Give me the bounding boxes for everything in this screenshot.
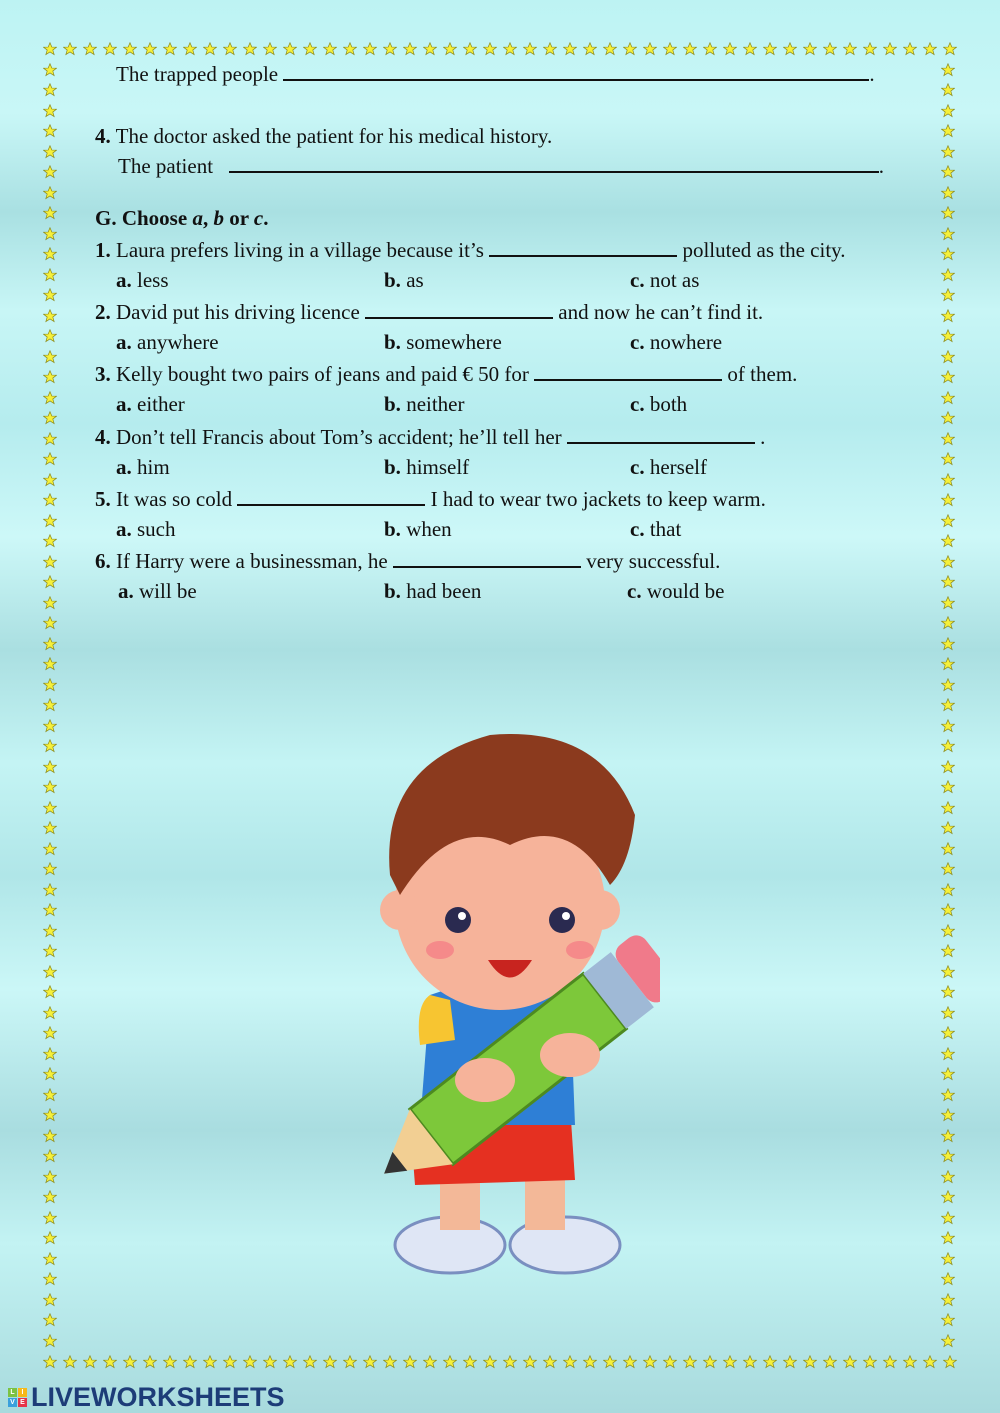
star-icon — [43, 801, 57, 815]
star-icon — [143, 1355, 157, 1369]
star-icon — [583, 1355, 597, 1369]
star-icon — [941, 1129, 955, 1143]
star-icon — [463, 1355, 477, 1369]
star-icon — [941, 83, 955, 97]
option-b[interactable]: b. as — [384, 268, 424, 292]
star-icon — [941, 329, 955, 343]
question-3 — [95, 362, 797, 386]
star-icon — [523, 42, 537, 56]
star-icon — [941, 309, 955, 323]
star-icon — [43, 1026, 57, 1040]
star-icon — [941, 411, 955, 425]
star-icon — [43, 1088, 57, 1102]
question-text-after: polluted as the city. — [682, 238, 846, 262]
star-icon — [43, 411, 57, 425]
star-icon — [43, 657, 57, 671]
star-icon — [43, 944, 57, 958]
star-icon — [123, 42, 137, 56]
question-text: David put his driving licence — [116, 300, 360, 325]
star-icon — [43, 493, 57, 507]
star-icon — [603, 1355, 617, 1369]
star-icon — [43, 42, 57, 56]
star-icon — [903, 42, 917, 56]
star-icon — [323, 42, 337, 56]
star-icon — [941, 596, 955, 610]
star-icon — [163, 42, 177, 56]
answer-blank[interactable] — [393, 552, 581, 568]
star-icon — [941, 903, 955, 917]
question-2 — [95, 300, 763, 324]
star-icon — [941, 452, 955, 466]
star-icon — [383, 42, 397, 56]
star-icon — [43, 247, 57, 261]
star-icon — [43, 739, 57, 753]
star-icon — [763, 42, 777, 56]
question-text-after: . — [760, 424, 766, 449]
star-icon — [43, 124, 57, 138]
star-icon — [941, 678, 955, 692]
star-icon — [423, 42, 437, 56]
question-number: 4. — [95, 424, 111, 449]
question-text: Kelly bought two pairs of jeans and paid € 50 for — [116, 362, 529, 387]
star-icon — [603, 42, 617, 56]
star-icon — [43, 719, 57, 733]
star-icon — [303, 1355, 317, 1369]
star-icon — [941, 370, 955, 384]
star-icon — [943, 42, 957, 56]
star-icon — [941, 206, 955, 220]
star-icon — [583, 42, 597, 56]
option-a[interactable]: a. anywhere — [116, 330, 219, 355]
star-icon — [43, 1006, 57, 1020]
star-icon — [663, 1355, 677, 1369]
star-icon — [103, 1355, 117, 1369]
star-icon — [343, 42, 357, 56]
star-icon — [343, 1355, 357, 1369]
star-icon — [743, 1355, 757, 1369]
question-number: 5. — [95, 486, 111, 511]
star-icon — [423, 1355, 437, 1369]
star-icon — [43, 452, 57, 466]
option-b[interactable]: b. had been — [384, 579, 482, 603]
star-icon — [43, 1047, 57, 1061]
star-icon — [43, 1211, 57, 1225]
star-icon — [941, 1211, 955, 1225]
star-icon — [941, 1088, 955, 1102]
star-icon — [723, 42, 737, 56]
star-icon — [43, 1313, 57, 1327]
star-icon — [243, 1355, 257, 1369]
star-icon — [941, 1231, 955, 1245]
q3-answer-line: The trapped people . — [116, 62, 875, 86]
star-icon — [43, 862, 57, 876]
star-icon — [43, 1067, 57, 1081]
star-icon — [243, 42, 257, 56]
star-icon — [143, 42, 157, 56]
answer-blank[interactable] — [567, 428, 755, 444]
star-icon — [723, 1355, 737, 1369]
star-icon — [663, 42, 677, 56]
question-number: 2. — [95, 300, 111, 325]
star-icon — [483, 1355, 497, 1369]
star-icon — [203, 1355, 217, 1369]
star-icon — [941, 575, 955, 589]
star-icon — [363, 1355, 377, 1369]
q4-prompt: 4. The doctor asked the patient for his medical history. — [95, 124, 553, 148]
star-icon — [43, 268, 57, 282]
star-icon — [163, 1355, 177, 1369]
star-icon — [763, 1355, 777, 1369]
star-icon — [43, 350, 57, 364]
star-icon — [863, 1355, 877, 1369]
star-icon — [941, 1026, 955, 1040]
question-text: Laura prefers living in a village because it’s — [116, 238, 484, 262]
star-icon — [43, 1108, 57, 1122]
star-icon — [643, 42, 657, 56]
star-icon — [43, 555, 57, 569]
star-icon — [941, 1006, 955, 1020]
option-c[interactable]: c. not as — [630, 268, 700, 292]
star-icon — [941, 780, 955, 794]
question-text-after: of them. — [727, 362, 798, 387]
star-icon — [283, 1355, 297, 1369]
liveworksheets-logo: L I V E LIVEWORKSHEETS — [8, 1382, 285, 1413]
star-icon — [43, 842, 57, 856]
answer-blank[interactable] — [283, 65, 869, 81]
star-icon — [941, 739, 955, 753]
option-b[interactable]: b. neither — [384, 392, 465, 417]
star-icon — [941, 1252, 955, 1266]
star-icon — [43, 637, 57, 651]
star-icon — [43, 309, 57, 323]
question-1 — [95, 238, 846, 262]
star-icon — [823, 1355, 837, 1369]
star-icon — [183, 1355, 197, 1369]
star-icon — [43, 1129, 57, 1143]
star-icon — [183, 42, 197, 56]
star-icon — [683, 1355, 697, 1369]
star-icon — [43, 596, 57, 610]
question-5 — [95, 487, 766, 511]
star-icon — [543, 42, 557, 56]
answer-blank[interactable] — [237, 490, 425, 506]
star-icon — [941, 924, 955, 938]
star-icon — [403, 42, 417, 56]
star-icon — [363, 42, 377, 56]
star-icon — [941, 288, 955, 302]
star-icon — [43, 1231, 57, 1245]
star-icon — [223, 1355, 237, 1369]
star-icon — [843, 42, 857, 56]
star-icon — [683, 42, 697, 56]
star-icon — [43, 985, 57, 999]
star-icon — [941, 1047, 955, 1061]
star-icon — [923, 1355, 937, 1369]
star-icon — [43, 473, 57, 487]
question-number: 1. — [95, 238, 111, 262]
question-text-after: and now he can’t find it. — [558, 300, 764, 325]
star-icon — [863, 42, 877, 56]
star-icon — [43, 329, 57, 343]
question-text: It was so cold — [116, 486, 233, 511]
star-icon — [43, 965, 57, 979]
star-icon — [43, 227, 57, 241]
star-icon — [743, 42, 757, 56]
option-c[interactable]: c. that — [630, 516, 682, 541]
star-icon — [643, 1355, 657, 1369]
option-c[interactable]: c. nowhere — [630, 330, 723, 355]
question-number: 6. — [95, 549, 111, 573]
star-icon — [941, 821, 955, 835]
star-icon — [303, 42, 317, 56]
star-icon — [563, 1355, 577, 1369]
star-icon — [43, 514, 57, 528]
option-a[interactable]: a. less — [116, 268, 169, 292]
star-icon — [623, 1355, 637, 1369]
star-icon — [43, 575, 57, 589]
star-icon — [83, 42, 97, 56]
star-icon — [823, 42, 837, 56]
star-icon — [203, 42, 217, 56]
q4-answer-line: The patient . — [118, 154, 885, 178]
star-icon — [43, 1190, 57, 1204]
star-icon — [941, 1272, 955, 1286]
star-icon — [543, 1355, 557, 1369]
option-c[interactable]: c. herself — [630, 454, 707, 479]
star-icon — [941, 1293, 955, 1307]
star-icon — [43, 534, 57, 548]
star-icon — [941, 165, 955, 179]
option-b[interactable]: b. himself — [384, 454, 470, 479]
star-icon — [941, 145, 955, 159]
star-icon — [703, 42, 717, 56]
star-icon — [403, 1355, 417, 1369]
answer-blank[interactable] — [489, 241, 677, 257]
star-icon — [941, 637, 955, 651]
star-icon — [941, 1170, 955, 1184]
star-icon — [883, 42, 897, 56]
option-a[interactable]: a. such — [116, 516, 176, 541]
star-icon — [483, 42, 497, 56]
star-icon — [941, 391, 955, 405]
star-icon — [941, 965, 955, 979]
question-text-after: I had to wear two jackets to keep warm. — [430, 486, 766, 511]
star-icon — [43, 1149, 57, 1163]
star-icon — [941, 842, 955, 856]
star-icon — [43, 63, 57, 77]
star-icon — [941, 1108, 955, 1122]
star-icon — [803, 42, 817, 56]
star-icon — [43, 104, 57, 118]
question-6 — [95, 549, 720, 573]
star-icon — [43, 698, 57, 712]
option-c[interactable]: c. would be — [627, 579, 725, 603]
star-icon — [103, 42, 117, 56]
option-a[interactable]: a. either — [116, 392, 185, 417]
star-icon — [941, 104, 955, 118]
star-icon — [383, 1355, 397, 1369]
star-icon — [63, 1355, 77, 1369]
star-icon — [123, 1355, 137, 1369]
star-icon — [83, 1355, 97, 1369]
star-icon — [941, 760, 955, 774]
star-icon — [923, 42, 937, 56]
star-icon — [783, 42, 797, 56]
star-icon — [223, 42, 237, 56]
star-icon — [43, 924, 57, 938]
question-text: If Harry were a businessman, he — [116, 549, 388, 573]
star-icon — [941, 616, 955, 630]
star-icon — [563, 42, 577, 56]
star-icon — [941, 862, 955, 876]
answer-blank[interactable] — [229, 157, 879, 173]
star-icon — [443, 1355, 457, 1369]
logo-tiles-icon: L I V E — [8, 1388, 27, 1407]
star-icon — [941, 493, 955, 507]
option-c[interactable]: c. both — [630, 392, 688, 417]
star-icon — [941, 186, 955, 200]
star-icon — [941, 227, 955, 241]
star-icon — [43, 1355, 57, 1369]
star-icon — [941, 534, 955, 548]
star-icon — [43, 1272, 57, 1286]
star-icon — [443, 42, 457, 56]
star-icon — [263, 1355, 277, 1369]
star-icon — [43, 1334, 57, 1348]
option-b[interactable]: b. somewhere — [384, 330, 502, 355]
star-icon — [941, 883, 955, 897]
option-a[interactable]: a. will be — [118, 579, 197, 603]
star-icon — [43, 821, 57, 835]
star-icon — [941, 268, 955, 282]
star-icon — [43, 1170, 57, 1184]
star-icon — [523, 1355, 537, 1369]
star-icon — [43, 432, 57, 446]
star-icon — [941, 719, 955, 733]
star-icon — [703, 1355, 717, 1369]
star-icon — [623, 42, 637, 56]
star-icon — [43, 1252, 57, 1266]
question-text: Don’t tell Francis about Tom’s accident; he’ll tell her — [116, 424, 562, 449]
star-icon — [941, 63, 955, 77]
star-icon — [941, 1190, 955, 1204]
star-icon — [941, 801, 955, 815]
star-icon — [43, 760, 57, 774]
question-text-after: very successful. — [586, 549, 721, 573]
star-icon — [43, 391, 57, 405]
star-icon — [941, 473, 955, 487]
star-icon — [43, 616, 57, 630]
star-icon — [943, 1355, 957, 1369]
star-icon — [283, 42, 297, 56]
option-b[interactable]: b. when — [384, 516, 452, 541]
star-icon — [941, 350, 955, 364]
option-a[interactable]: a. him — [116, 454, 170, 479]
star-icon — [463, 42, 477, 56]
star-icon — [941, 1149, 955, 1163]
star-icon — [43, 903, 57, 917]
question-4 — [95, 425, 765, 449]
star-icon — [43, 83, 57, 97]
star-icon — [43, 145, 57, 159]
star-icon — [883, 1355, 897, 1369]
star-icon — [43, 883, 57, 897]
star-icon — [43, 206, 57, 220]
star-icon — [43, 186, 57, 200]
star-icon — [843, 1355, 857, 1369]
star-icon — [43, 165, 57, 179]
star-icon — [941, 1313, 955, 1327]
star-icon — [941, 698, 955, 712]
star-icon — [941, 1067, 955, 1081]
star-icon — [941, 1334, 955, 1348]
star-icon — [941, 657, 955, 671]
star-icon — [941, 514, 955, 528]
star-icon — [43, 288, 57, 302]
star-icon — [803, 1355, 817, 1369]
star-icon — [43, 370, 57, 384]
star-icon — [503, 1355, 517, 1369]
star-icon — [941, 555, 955, 569]
star-icon — [941, 432, 955, 446]
answer-blank[interactable] — [534, 365, 722, 381]
star-icon — [941, 944, 955, 958]
star-icon — [941, 985, 955, 999]
star-icon — [43, 678, 57, 692]
boy-with-pencil-illustration — [370, 725, 660, 1285]
star-icon — [783, 1355, 797, 1369]
star-icon — [903, 1355, 917, 1369]
star-icon — [323, 1355, 337, 1369]
section-heading: G. Choose a, b or c. — [95, 206, 269, 230]
star-icon — [941, 124, 955, 138]
star-icon — [63, 42, 77, 56]
star-icon — [43, 1293, 57, 1307]
star-icon — [941, 247, 955, 261]
answer-blank[interactable] — [365, 303, 553, 319]
star-icon — [263, 42, 277, 56]
star-icon — [503, 42, 517, 56]
star-icon — [43, 780, 57, 794]
question-number: 3. — [95, 362, 111, 387]
